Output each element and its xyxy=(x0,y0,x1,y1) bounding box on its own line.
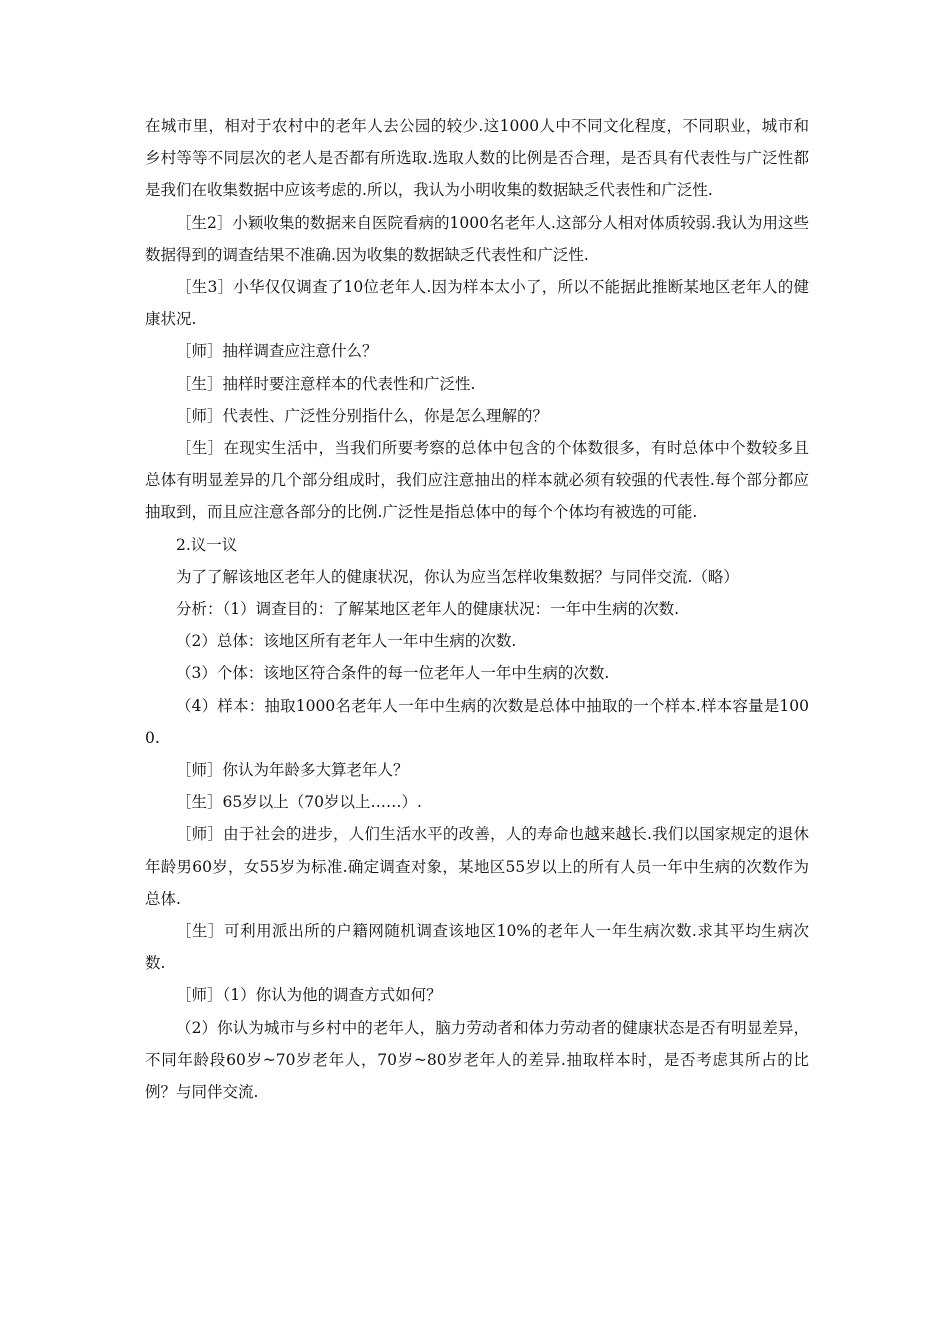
paragraph-student-answer-4: ［生］可利用派出所的户籍网随机调查该地区10%的老年人一年生病次数.求其平均生病次数. xyxy=(145,922,809,973)
paragraph-continuation: 在城市里，相对于农村中的老年人去公园的较少.这1000人中不同文化程度，不同职业，城市和乡村等等不同层次的老人是否都有所选取.选取人数的比例是否合理，是否具有代表性与广泛性都是我们在收集数据中应该考虑的.所以，我认为小明收集的数据缺乏代表性和广泛性. xyxy=(145,117,809,200)
paragraph-teacher-explanation: ［师］由于社会的进步，人们生活水平的改善，人的寿命也越来越长.我们以国家规定的退休年龄男60岁，女55岁为标准.确定调查对象，某地区55岁以上的所有人员一年中生病的次数作为总体. xyxy=(145,825,809,908)
paragraph-analysis-2: （2）总体：该地区所有老年人一年中生病的次数. xyxy=(176,632,517,651)
paragraph-student-2: ［生2］小颖收集的数据来自医院看病的1000名老年人.这部分人相对体质较弱.我认为用这些数据得到的调查结果不准确.因为收集的数据缺乏代表性和广泛性. xyxy=(145,213,809,264)
paragraph-student-3: ［生3］小华仅仅调查了10位老年人.因为样本太小了，所以不能据此推断某地区老年人的健康状况. xyxy=(145,278,809,329)
paragraph-analysis-3: （3）个体：该地区符合条件的每一位老年人一年中生病的次数. xyxy=(176,664,610,683)
paragraph-teacher-question-2: ［师］代表性、广泛性分别指什么，你是怎么理解的？ xyxy=(176,406,549,425)
paragraph-discussion-prompt: 为了了解该地区老年人的健康状况，你认为应当怎样收集数据？与同伴交流.（略） xyxy=(176,567,739,586)
paragraph-teacher-question-5: （2）你认为城市与乡村中的老年人，脑力劳动者和体力劳动者的健康状态是否有明显差异，不同年龄段60岁~70岁老年人，70岁~80岁老年人的差异.抽取样本时，是否考虑其所占的比例？与同伴交流. xyxy=(145,1018,809,1102)
paragraph-analysis-1: 分析：（1）调查目的：了解某地区老年人的健康状况：一年中生病的次数. xyxy=(176,600,680,619)
paragraph-teacher-question-1: ［师］抽样调查应注意什么？ xyxy=(176,342,378,361)
paragraph-teacher-question-4: ［师］（1）你认为他的调查方式如何？ xyxy=(176,986,442,1005)
document-page xyxy=(145,110,809,1108)
section-heading: 2.议一议 xyxy=(176,535,238,554)
paragraph-student-answer-1: ［生］抽样时要注意样本的代表性和广泛性. xyxy=(176,374,476,393)
paragraph-student-answer-2: ［生］在现实生活中，当我们所要考察的总体中包含的个体数很多，有时总体中个数较多且总体有明显差异的几个部分组成时，我们应注意抽出的样本就必须有较强的代表性.每个部分都应抽取到，而且应注意各部分的比例.广泛性是指总体中的每个个体均有被选的可能. xyxy=(145,439,809,522)
paragraph-student-answer-3: ［生］65岁以上（70岁以上……）. xyxy=(176,793,422,812)
paragraph-teacher-question-3: ［师］你认为年龄多大算老年人？ xyxy=(176,761,409,780)
paragraph-analysis-4: （4）样本：抽取1000名老年人一年中生病的次数是总体中抽取的一个样本.样本容量是1000. xyxy=(145,696,809,747)
